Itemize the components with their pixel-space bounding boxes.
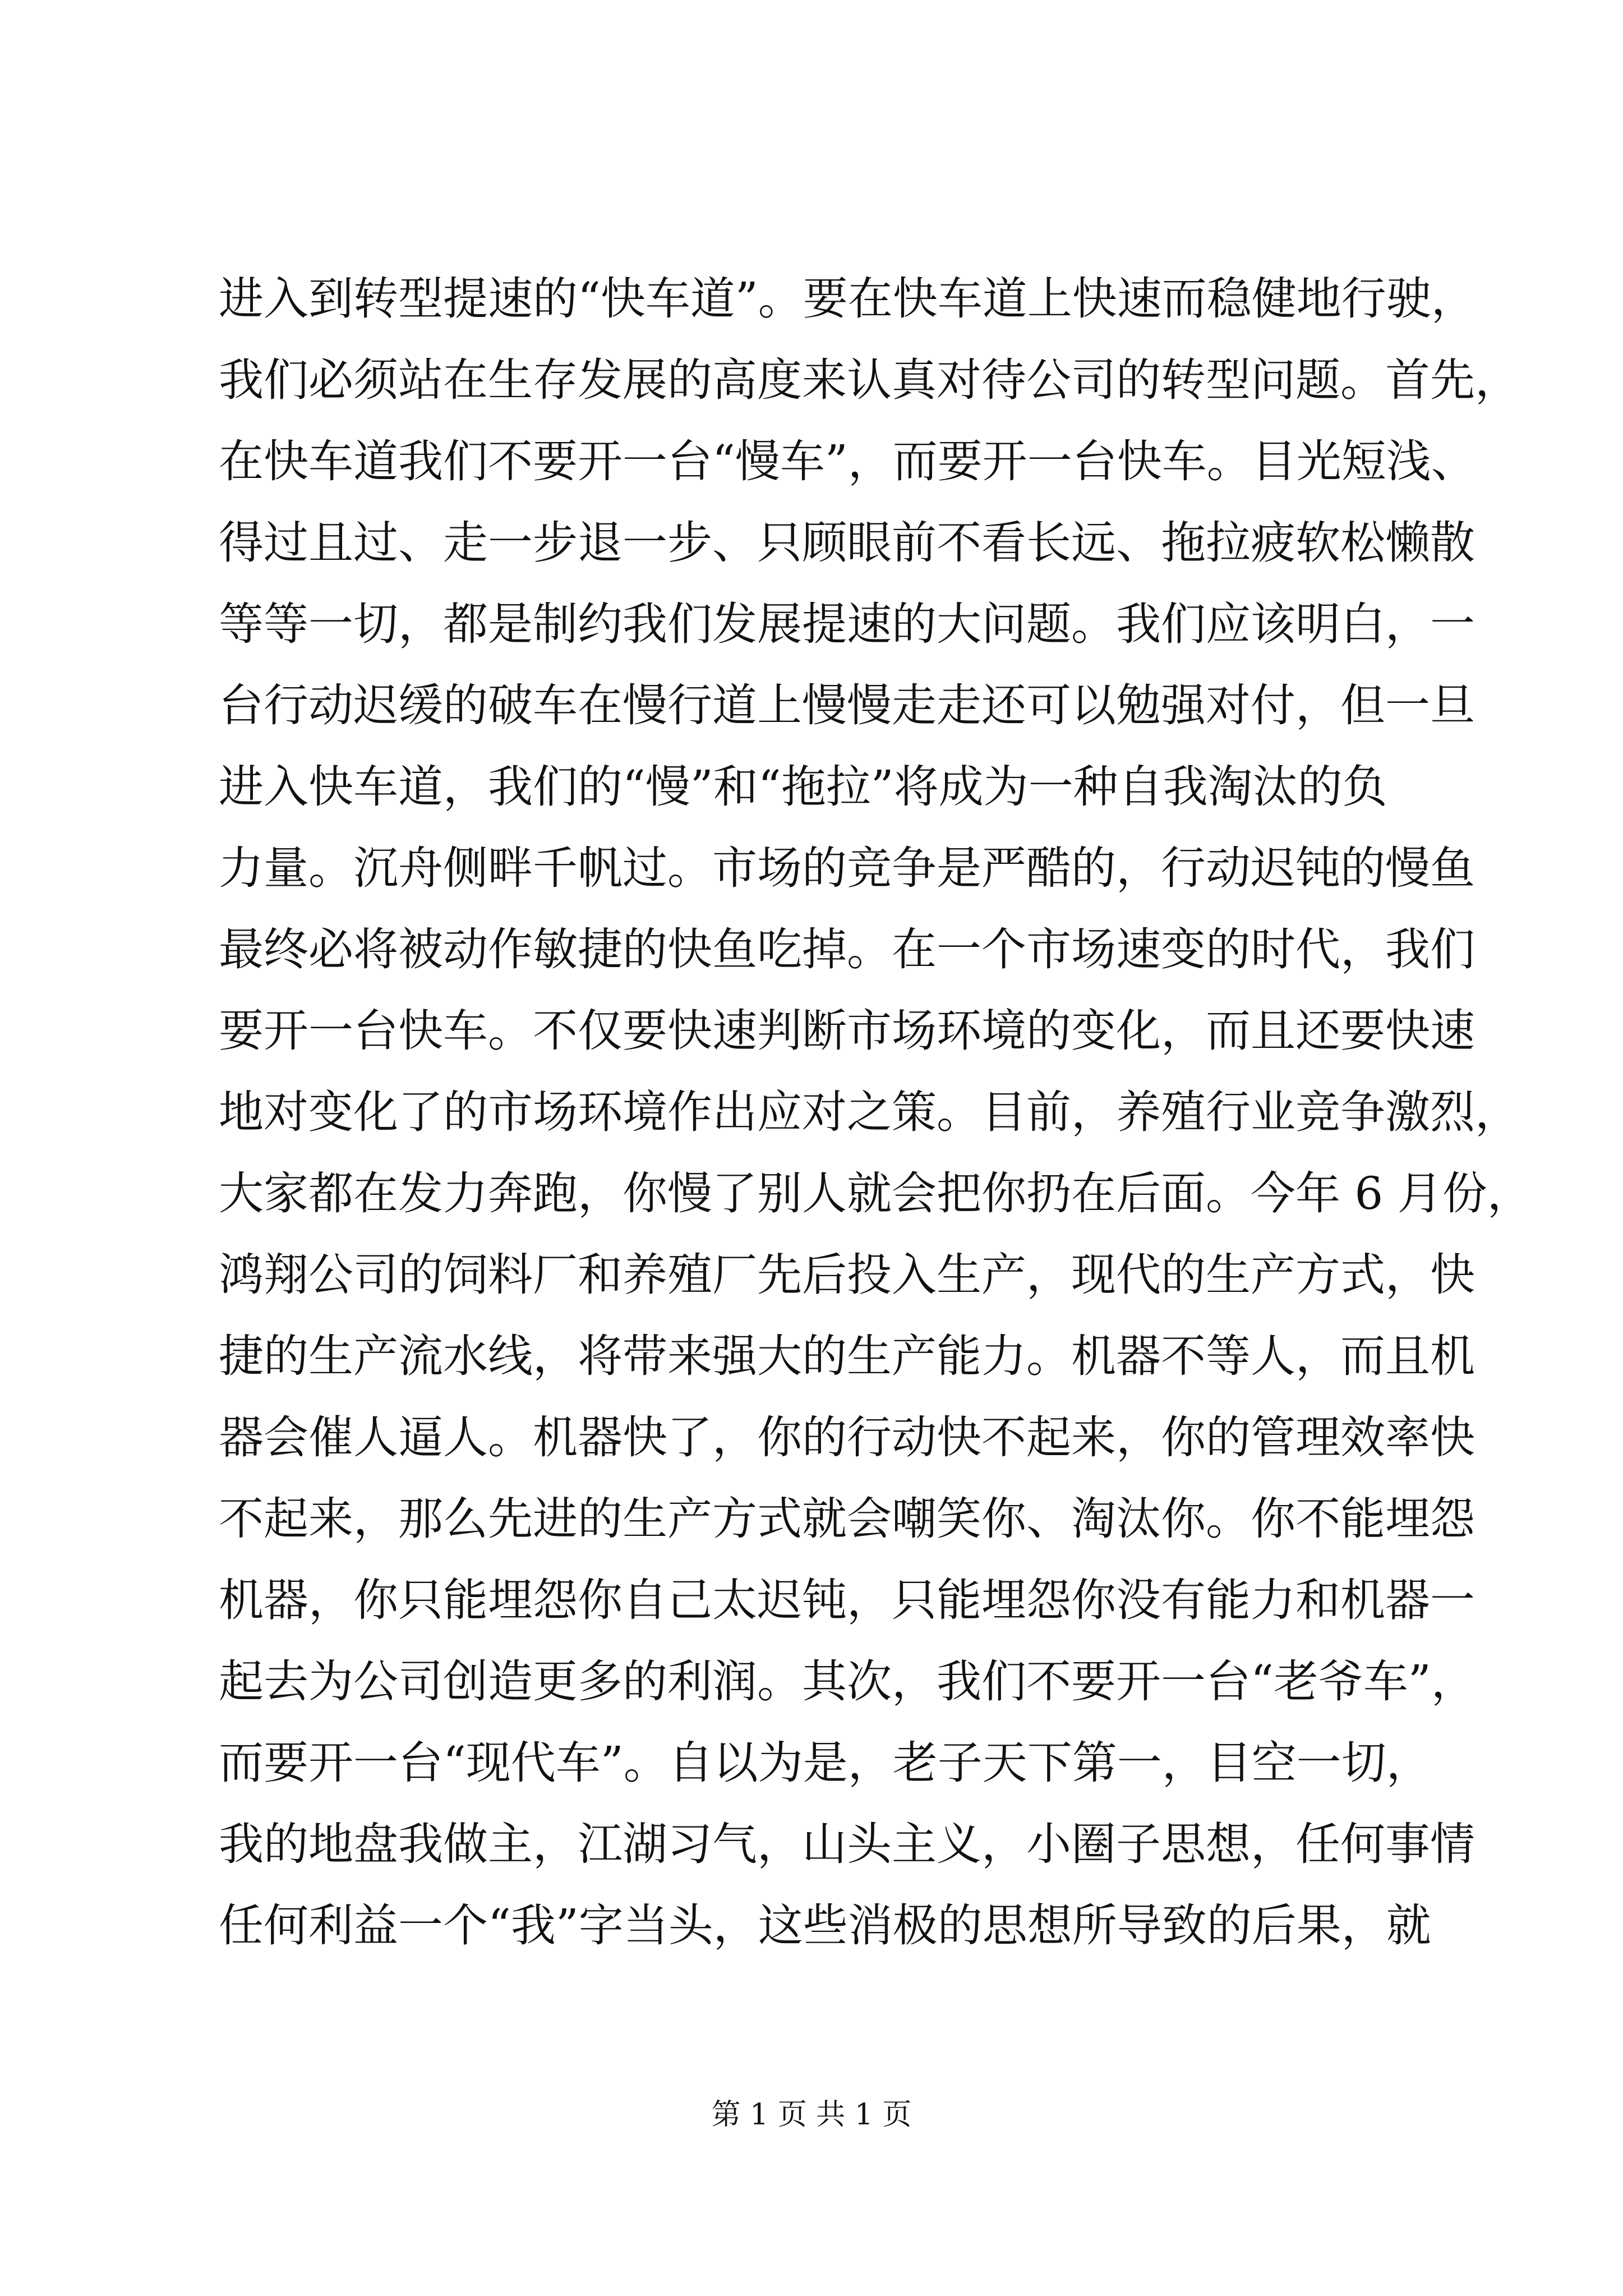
text-line: 进入到转型提速的“快车道”。要在快车道上快速而稳健地行驶， — [219, 273, 1476, 325]
text-line: 器会催人逼人。机器快了，你的行动快不起来，你的管理效率快 — [219, 1411, 1475, 1464]
text-line: 要开一台快车。不仅要快速判断市场环境的变化，而且还要快速 — [219, 1005, 1475, 1057]
text-line: 我的地盘我做主，江湖习气，山头主义，小圈子思想，任何事情 — [219, 1818, 1475, 1870]
text-line: 力量。沉舟侧畔千帆过。市场的竞争是严酷的，行动迟钝的慢鱼 — [219, 842, 1475, 894]
text-line: 等等一切，都是制约我们发展提速的大问题。我们应该明白，一 — [219, 598, 1475, 650]
text-line: 不起来，那么先进的生产方式就会嘲笑你、淘汰你。你不能埋怨 — [219, 1493, 1475, 1545]
text-line: 任何利益一个“我”字当头，这些消极的思想所导致的后果，就 — [219, 1899, 1431, 1952]
text-line: 最终必将被动作敏捷的快鱼吃掉。在一个市场速变的时代，我们 — [219, 923, 1475, 976]
page-number-label: 第 1 页 共 1 页 — [711, 2098, 912, 2132]
text-line: 地对变化了的市场环境作出应对之策。目前，养殖行业竞争激烈， — [219, 1086, 1520, 1138]
text-line: 起去为公司创造更多的利润。其次，我们不要开一台“老爷车”， — [219, 1655, 1476, 1708]
text-line: 而要开一台“现代车”。自以为是，老子天下第一，目空一切， — [219, 1737, 1431, 1789]
text-line: 在快车道我们不要开一台“慢车”，而要开一台快车。目光短浅、 — [219, 435, 1476, 487]
page-footer — [0, 2095, 1623, 2134]
text-line: 进入快车道，我们的“慢”和“拖拉”将成为一种自我淘汰的负 — [219, 761, 1387, 813]
text-line: 台行动迟缓的破车在慢行道上慢慢走走还可以勉强对付，但一旦 — [219, 679, 1475, 731]
text-line: 得过且过、走一步退一步、只顾眼前不看长远、拖拉疲软松懒散 — [219, 517, 1475, 569]
text-line: 鸿翔公司的饲料厂和养殖厂先后投入生产，现代的生产方式，快 — [219, 1249, 1475, 1301]
body-text — [219, 258, 1532, 1966]
text-line: 捷的生产流水线，将带来强大的生产能力。机器不等人，而且机 — [219, 1330, 1475, 1382]
text-line: 大家都在发力奔跑，你慢了别人就会把你扔在后面。今年 6 月份， — [219, 1167, 1532, 1220]
text-line: 我们必须站在生存发展的高度来认真对待公司的转型问题。首先， — [219, 354, 1520, 406]
text-line: 机器，你只能埋怨你自己太迟钝，只能埋怨你没有能力和机器一 — [219, 1574, 1475, 1626]
